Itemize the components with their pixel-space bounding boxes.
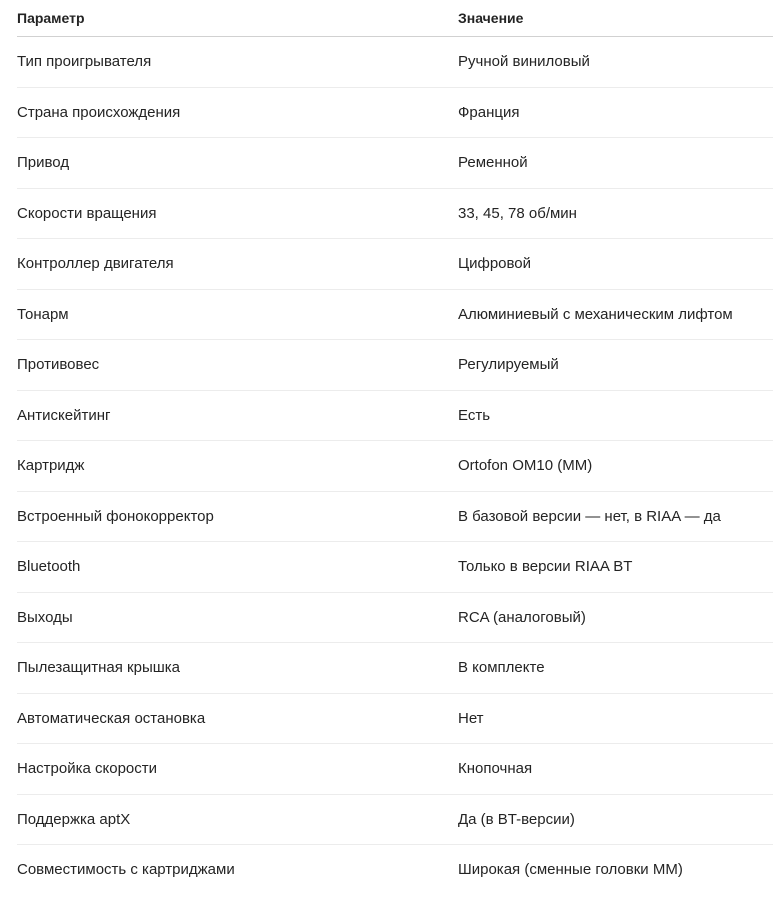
value-cell: Есть [458, 390, 773, 441]
parameter-cell: Настройка скорости [17, 744, 458, 795]
parameter-cell: Встроенный фонокорректор [17, 491, 458, 542]
table-row [17, 744, 773, 795]
table-row [17, 592, 773, 643]
table-row [17, 693, 773, 744]
value-cell: Регулируемый [458, 340, 773, 391]
spec-table [17, 0, 773, 895]
table-row [17, 37, 773, 88]
table-row [17, 542, 773, 593]
value-cell: Ortofon OM10 (MM) [458, 441, 773, 492]
value-cell: В базовой версии — нет, в RIAA — да [458, 491, 773, 542]
table-row [17, 390, 773, 441]
value-cell: RCA (аналоговый) [458, 592, 773, 643]
parameter-cell: Тонарм [17, 289, 458, 340]
value-cell: Кнопочная [458, 744, 773, 795]
value-cell: В комплекте [458, 643, 773, 694]
parameter-cell: Автоматическая остановка [17, 693, 458, 744]
table-row [17, 794, 773, 845]
table-row [17, 239, 773, 290]
table-row [17, 188, 773, 239]
value-cell: Да (в BT-версии) [458, 794, 773, 845]
table-row [17, 441, 773, 492]
column-header-value: Значение [458, 0, 773, 37]
table-row [17, 643, 773, 694]
table-row [17, 845, 773, 895]
parameter-cell: Пылезащитная крышка [17, 643, 458, 694]
parameter-cell: Bluetooth [17, 542, 458, 593]
parameter-cell: Антискейтинг [17, 390, 458, 441]
parameter-cell: Привод [17, 138, 458, 189]
value-cell: Только в версии RIAA BT [458, 542, 773, 593]
parameter-cell: Страна происхождения [17, 87, 458, 138]
parameter-cell: Контроллер двигателя [17, 239, 458, 290]
value-cell: Ручной виниловый [458, 37, 773, 88]
value-cell: Широкая (сменные головки MM) [458, 861, 683, 879]
value-cell: 33, 45, 78 об/мин [458, 188, 773, 239]
table-row [17, 340, 773, 391]
parameter-cell: Скорости вращения [17, 188, 458, 239]
column-header-parameter: Параметр [17, 0, 458, 37]
parameter-cell: Поддержка aptX [17, 794, 458, 845]
parameter-cell: Выходы [17, 592, 458, 643]
value-cell: Нет [458, 693, 773, 744]
value-cell: Ременной [458, 138, 773, 189]
value-cell: Франция [458, 87, 773, 138]
table-row [17, 491, 773, 542]
value-cell: Цифровой [458, 239, 773, 290]
value-cell: Алюминиевый с механическим лифтом [458, 289, 773, 340]
table-row [17, 289, 773, 340]
parameter-cell: Противовес [17, 340, 458, 391]
table-header-row [17, 0, 773, 37]
table-row [17, 87, 773, 138]
parameter-cell: Тип проигрывателя [17, 37, 458, 88]
table-row [17, 138, 773, 189]
parameter-cell: Совместимость с картриджами [17, 861, 235, 879]
parameter-cell: Картридж [17, 441, 458, 492]
